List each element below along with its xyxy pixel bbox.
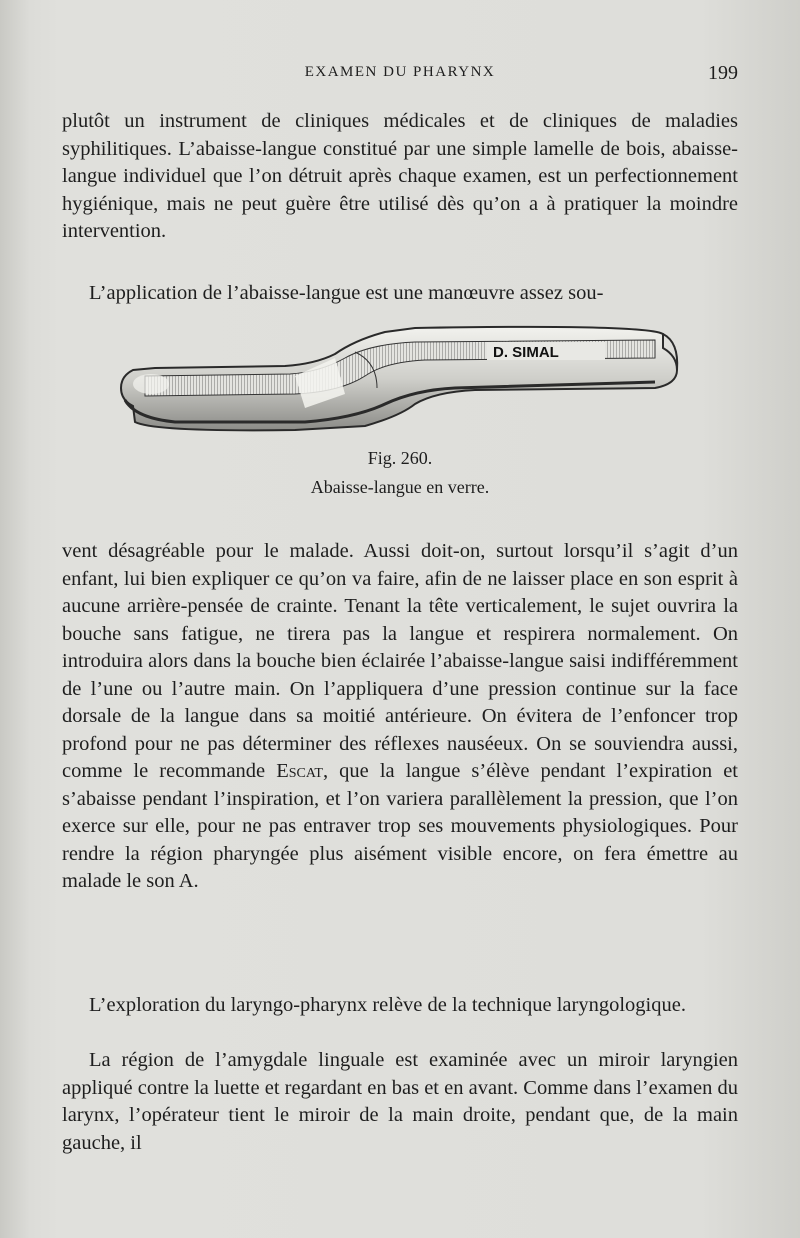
page-number: 199 (708, 62, 738, 84)
paragraph-4: La région de l’amygdale linguale est examinée avec un miroir laryngien appliqué contre la luette et regardant en bas et en avant. Comme dans l’examen du larynx, l’opérateur tient le miroir de la main droite, pendant que, de la main gauche, il (62, 1049, 738, 1154)
author-escat: Escat (276, 760, 323, 782)
running-head: EXAMEN DU PHARYNX (304, 64, 496, 80)
paragraph-1: plutôt un instrument de cliniques médicales et de cliniques de maladies syphilitiques. L’abaisse-langue constitué par une simple lamelle de bois, abaisse-langue individuel que l’on détruit après chaque examen, est un perfectionnement hygiénique, mais ne peut guère être utilisé dès qu’on a à pratiquer la moindre intervention. (62, 110, 738, 242)
figure-tongue-depressor (115, 318, 685, 440)
glass-tongue-depressor-illustration (115, 318, 685, 440)
paragraph-2-start: L’application de l’abaisse-langue est une manœuvre assez sou- (89, 282, 604, 304)
paragraph-3: L’exploration du laryngo-pharynx relève de la technique laryngologique. (89, 994, 686, 1016)
maker-mark: D. SIMAL (493, 344, 559, 361)
figure-label: Fig. 260. (367, 448, 433, 468)
page-header (62, 60, 738, 88)
paragraph-2-continued (62, 538, 738, 896)
figure-caption: Abaisse-langue en verre. (310, 477, 490, 497)
paragraph-2-text-b: , que la langue s’élève pendant l’expiration et s’abaisse pendant l’inspiration, et l’on variera parallèlement la pression, que l’on exerce sur elle, pour ne pas entraver trop ses mouvements physiologiques. Pour rendre la région pharyngée plus aisément visible encore, on fera émettre au malade le son A. (62, 760, 739, 892)
paragraph-2-text-a: vent désagréable pour le malade. Aussi doit-on, surtout lorsqu’il s’agit d’un enfant, lui bien expliquer ce qu’on va faire, afin de ne laisser place en son esprit à aucune arrière-pensée de crainte. Tenant la tête verticalement, le sujet ouvrira la bouche sans fatigue, ne tirera pas la langue et respirera normalement. On introduira alors dans la bouche bien éclairée l’abaisse-langue saisi indifféremment de l’une ou l’autre main. On l’appliquera d’une pression continue sur la face dorsale de la langue dans sa moitié antérieure. On évitera de l’enfoncer trop profond pour ne pas déterminer des réflexes nauséeux. On se souviendra aussi, comme le recommande (62, 540, 738, 782)
